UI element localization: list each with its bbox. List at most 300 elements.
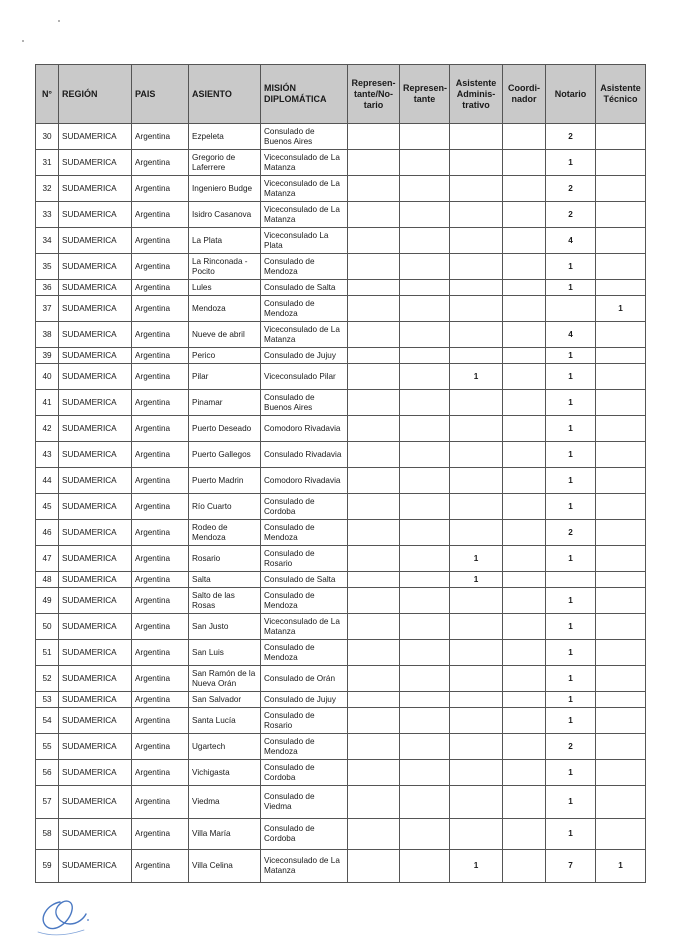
region-cell: SUDAMERICA bbox=[59, 348, 132, 364]
row-number-cell: 50 bbox=[36, 614, 59, 640]
coordinador-cell bbox=[503, 588, 546, 614]
row-number-cell: 41 bbox=[36, 390, 59, 416]
representante-notario-cell bbox=[348, 786, 400, 819]
row-number-cell: 42 bbox=[36, 416, 59, 442]
mission-cell: Consulado de Salta bbox=[261, 572, 348, 588]
row-number-cell: 36 bbox=[36, 280, 59, 296]
notario-cell: 1 bbox=[546, 390, 596, 416]
asistente-tecnico-cell bbox=[596, 416, 646, 442]
asiento-cell: Vichigasta bbox=[189, 760, 261, 786]
representante-notario-cell bbox=[348, 572, 400, 588]
table-row bbox=[36, 442, 646, 468]
table-row bbox=[36, 176, 646, 202]
country-cell: Argentina bbox=[132, 850, 189, 883]
representante-notario-cell bbox=[348, 280, 400, 296]
table-row bbox=[36, 322, 646, 348]
region-cell: SUDAMERICA bbox=[59, 666, 132, 692]
coordinador-cell bbox=[503, 494, 546, 520]
country-cell: Argentina bbox=[132, 666, 189, 692]
country-cell: Argentina bbox=[132, 150, 189, 176]
table-row bbox=[36, 588, 646, 614]
staff-table bbox=[35, 64, 646, 883]
region-cell: SUDAMERICA bbox=[59, 760, 132, 786]
coordinador-cell bbox=[503, 614, 546, 640]
coordinador-cell bbox=[503, 708, 546, 734]
asistente-tecnico-cell bbox=[596, 254, 646, 280]
col-header-region: REGIÓN bbox=[59, 65, 132, 124]
coordinador-cell bbox=[503, 734, 546, 760]
country-cell: Argentina bbox=[132, 494, 189, 520]
row-number-cell: 55 bbox=[36, 734, 59, 760]
asistente-administrativo-cell bbox=[450, 280, 503, 296]
notario-cell: 1 bbox=[546, 640, 596, 666]
representante-cell bbox=[400, 546, 450, 572]
country-cell: Argentina bbox=[132, 734, 189, 760]
country-cell: Argentina bbox=[132, 296, 189, 322]
country-cell: Argentina bbox=[132, 228, 189, 254]
asiento-cell: San Ramón de la Nueva Orán bbox=[189, 666, 261, 692]
table-row bbox=[36, 546, 646, 572]
row-number-cell: 37 bbox=[36, 296, 59, 322]
representante-notario-cell bbox=[348, 666, 400, 692]
asistente-administrativo-cell bbox=[450, 614, 503, 640]
notario-cell: 1 bbox=[546, 819, 596, 850]
representante-cell bbox=[400, 640, 450, 666]
country-cell: Argentina bbox=[132, 588, 189, 614]
mission-cell: Consulado de Jujuy bbox=[261, 348, 348, 364]
notario-cell: 1 bbox=[546, 760, 596, 786]
notario-cell: 1 bbox=[546, 254, 596, 280]
asistente-administrativo-cell bbox=[450, 296, 503, 322]
region-cell: SUDAMERICA bbox=[59, 468, 132, 494]
region-cell: SUDAMERICA bbox=[59, 572, 132, 588]
coordinador-cell bbox=[503, 364, 546, 390]
asistente-administrativo-cell bbox=[450, 520, 503, 546]
asiento-cell: Puerto Madrin bbox=[189, 468, 261, 494]
asistente-administrativo-cell bbox=[450, 202, 503, 228]
region-cell: SUDAMERICA bbox=[59, 176, 132, 202]
asistente-tecnico-cell bbox=[596, 176, 646, 202]
table-row bbox=[36, 280, 646, 296]
row-number-cell: 46 bbox=[36, 520, 59, 546]
representante-notario-cell bbox=[348, 390, 400, 416]
representante-notario-cell bbox=[348, 760, 400, 786]
country-cell: Argentina bbox=[132, 416, 189, 442]
country-cell: Argentina bbox=[132, 348, 189, 364]
coordinador-cell bbox=[503, 416, 546, 442]
region-cell: SUDAMERICA bbox=[59, 494, 132, 520]
representante-cell bbox=[400, 666, 450, 692]
coordinador-cell bbox=[503, 228, 546, 254]
country-cell: Argentina bbox=[132, 468, 189, 494]
asiento-cell: Villa María bbox=[189, 819, 261, 850]
asistente-tecnico-cell bbox=[596, 468, 646, 494]
asiento-cell: San Luis bbox=[189, 640, 261, 666]
country-cell: Argentina bbox=[132, 614, 189, 640]
asistente-administrativo-cell bbox=[450, 819, 503, 850]
notario-cell: 1 bbox=[546, 442, 596, 468]
country-cell: Argentina bbox=[132, 819, 189, 850]
table-row bbox=[36, 228, 646, 254]
row-number-cell: 35 bbox=[36, 254, 59, 280]
coordinador-cell bbox=[503, 322, 546, 348]
notario-cell: 1 bbox=[546, 692, 596, 708]
asiento-cell: Perico bbox=[189, 348, 261, 364]
row-number-cell: 40 bbox=[36, 364, 59, 390]
coordinador-cell bbox=[503, 760, 546, 786]
row-number-cell: 44 bbox=[36, 468, 59, 494]
header-row bbox=[36, 65, 646, 124]
asistente-administrativo-cell bbox=[450, 468, 503, 494]
notario-cell: 2 bbox=[546, 202, 596, 228]
asistente-tecnico-cell bbox=[596, 734, 646, 760]
asistente-administrativo-cell bbox=[450, 348, 503, 364]
row-number-cell: 52 bbox=[36, 666, 59, 692]
country-cell: Argentina bbox=[132, 760, 189, 786]
notario-cell: 1 bbox=[546, 494, 596, 520]
representante-notario-cell bbox=[348, 614, 400, 640]
asistente-tecnico-cell: 1 bbox=[596, 296, 646, 322]
asistente-tecnico-cell bbox=[596, 390, 646, 416]
notario-cell bbox=[546, 296, 596, 322]
asiento-cell: Puerto Deseado bbox=[189, 416, 261, 442]
representante-cell bbox=[400, 280, 450, 296]
table-row bbox=[36, 708, 646, 734]
representante-notario-cell bbox=[348, 819, 400, 850]
asiento-cell: Gregorio de Laferrere bbox=[189, 150, 261, 176]
asistente-tecnico-cell bbox=[596, 280, 646, 296]
country-cell: Argentina bbox=[132, 786, 189, 819]
notario-cell: 1 bbox=[546, 666, 596, 692]
notario-cell: 2 bbox=[546, 520, 596, 546]
asistente-administrativo-cell bbox=[450, 228, 503, 254]
asiento-cell: Ingeniero Budge bbox=[189, 176, 261, 202]
representante-notario-cell bbox=[348, 442, 400, 468]
coordinador-cell bbox=[503, 819, 546, 850]
asistente-administrativo-cell bbox=[450, 666, 503, 692]
asistente-administrativo-cell bbox=[450, 416, 503, 442]
scan-speck bbox=[22, 40, 24, 42]
mission-cell: Viceconsulado de La Matanza bbox=[261, 202, 348, 228]
table-row bbox=[36, 734, 646, 760]
region-cell: SUDAMERICA bbox=[59, 546, 132, 572]
col-header-mision: MISIÓN DIPLOMÁTICA bbox=[261, 65, 348, 124]
asistente-tecnico-cell bbox=[596, 442, 646, 468]
representante-cell bbox=[400, 296, 450, 322]
coordinador-cell bbox=[503, 786, 546, 819]
table-row bbox=[36, 202, 646, 228]
asistente-tecnico-cell bbox=[596, 348, 646, 364]
representante-notario-cell bbox=[348, 850, 400, 883]
asistente-administrativo-cell bbox=[450, 640, 503, 666]
asistente-administrativo-cell bbox=[450, 734, 503, 760]
region-cell: SUDAMERICA bbox=[59, 819, 132, 850]
representante-cell bbox=[400, 588, 450, 614]
notario-cell: 1 bbox=[546, 588, 596, 614]
mission-cell: Viceconsulado de La Matanza bbox=[261, 150, 348, 176]
row-number-cell: 54 bbox=[36, 708, 59, 734]
region-cell: SUDAMERICA bbox=[59, 614, 132, 640]
asistente-tecnico-cell bbox=[596, 322, 646, 348]
representante-cell bbox=[400, 364, 450, 390]
representante-cell bbox=[400, 760, 450, 786]
asiento-cell: Rosario bbox=[189, 546, 261, 572]
table-row bbox=[36, 760, 646, 786]
asiento-cell: San Salvador bbox=[189, 692, 261, 708]
notario-cell: 1 bbox=[546, 546, 596, 572]
representante-notario-cell bbox=[348, 708, 400, 734]
col-header-representante: Represen-tante bbox=[400, 65, 450, 124]
representante-cell bbox=[400, 692, 450, 708]
representante-notario-cell bbox=[348, 202, 400, 228]
asiento-cell: Pinamar bbox=[189, 390, 261, 416]
country-cell: Argentina bbox=[132, 280, 189, 296]
representante-cell bbox=[400, 322, 450, 348]
table-row bbox=[36, 614, 646, 640]
region-cell: SUDAMERICA bbox=[59, 280, 132, 296]
coordinador-cell bbox=[503, 850, 546, 883]
representante-notario-cell bbox=[348, 124, 400, 150]
coordinador-cell bbox=[503, 254, 546, 280]
representante-cell bbox=[400, 614, 450, 640]
row-number-cell: 57 bbox=[36, 786, 59, 819]
asiento-cell: San Justo bbox=[189, 614, 261, 640]
representante-notario-cell bbox=[348, 296, 400, 322]
asiento-cell: Pilar bbox=[189, 364, 261, 390]
asistente-tecnico-cell bbox=[596, 202, 646, 228]
notario-cell: 1 bbox=[546, 150, 596, 176]
country-cell: Argentina bbox=[132, 708, 189, 734]
notario-cell: 1 bbox=[546, 348, 596, 364]
col-header-pais: PAIS bbox=[132, 65, 189, 124]
country-cell: Argentina bbox=[132, 202, 189, 228]
representante-notario-cell bbox=[348, 150, 400, 176]
mission-cell: Consulado de Mendoza bbox=[261, 520, 348, 546]
asiento-cell: Puerto Gallegos bbox=[189, 442, 261, 468]
country-cell: Argentina bbox=[132, 176, 189, 202]
table-row bbox=[36, 520, 646, 546]
asistente-tecnico-cell bbox=[596, 124, 646, 150]
asistente-administrativo-cell bbox=[450, 176, 503, 202]
mission-cell: Viceconsulado de La Matanza bbox=[261, 850, 348, 883]
region-cell: SUDAMERICA bbox=[59, 322, 132, 348]
asistente-tecnico-cell bbox=[596, 640, 646, 666]
coordinador-cell bbox=[503, 468, 546, 494]
region-cell: SUDAMERICA bbox=[59, 708, 132, 734]
asistente-tecnico-cell bbox=[596, 494, 646, 520]
row-number-cell: 39 bbox=[36, 348, 59, 364]
asistente-administrativo-cell: 1 bbox=[450, 850, 503, 883]
asiento-cell: La Rinconada - Pocito bbox=[189, 254, 261, 280]
country-cell: Argentina bbox=[132, 520, 189, 546]
mission-cell: Viceconsulado de La Matanza bbox=[261, 176, 348, 202]
coordinador-cell bbox=[503, 666, 546, 692]
asistente-tecnico-cell bbox=[596, 819, 646, 850]
row-number-cell: 33 bbox=[36, 202, 59, 228]
asistente-administrativo-cell: 1 bbox=[450, 572, 503, 588]
table-row bbox=[36, 150, 646, 176]
mission-cell: Consulado de Buenos Aires bbox=[261, 124, 348, 150]
asistente-tecnico-cell bbox=[596, 572, 646, 588]
table-row bbox=[36, 390, 646, 416]
table-row bbox=[36, 494, 646, 520]
coordinador-cell bbox=[503, 296, 546, 322]
notario-cell: 1 bbox=[546, 786, 596, 819]
country-cell: Argentina bbox=[132, 442, 189, 468]
representante-cell bbox=[400, 819, 450, 850]
asiento-cell: Ugartech bbox=[189, 734, 261, 760]
asistente-administrativo-cell bbox=[450, 322, 503, 348]
notario-cell: 2 bbox=[546, 176, 596, 202]
asiento-cell: Río Cuarto bbox=[189, 494, 261, 520]
row-number-cell: 47 bbox=[36, 546, 59, 572]
notario-cell: 1 bbox=[546, 364, 596, 390]
row-number-cell: 45 bbox=[36, 494, 59, 520]
asistente-administrativo-cell bbox=[450, 390, 503, 416]
representante-notario-cell bbox=[348, 494, 400, 520]
representante-cell bbox=[400, 734, 450, 760]
notario-cell: 1 bbox=[546, 280, 596, 296]
region-cell: SUDAMERICA bbox=[59, 442, 132, 468]
region-cell: SUDAMERICA bbox=[59, 228, 132, 254]
representante-cell bbox=[400, 254, 450, 280]
table-row bbox=[36, 296, 646, 322]
col-header-asiento: ASIENTO bbox=[189, 65, 261, 124]
col-header-asistente-administrativo: Asistente Adminis-trativo bbox=[450, 65, 503, 124]
coordinador-cell bbox=[503, 442, 546, 468]
row-number-cell: 43 bbox=[36, 442, 59, 468]
mission-cell: Consulado de Mendoza bbox=[261, 734, 348, 760]
asistente-tecnico-cell bbox=[596, 228, 646, 254]
region-cell: SUDAMERICA bbox=[59, 850, 132, 883]
region-cell: SUDAMERICA bbox=[59, 588, 132, 614]
representante-notario-cell bbox=[348, 348, 400, 364]
row-number-cell: 56 bbox=[36, 760, 59, 786]
asistente-administrativo-cell bbox=[450, 708, 503, 734]
country-cell: Argentina bbox=[132, 572, 189, 588]
representante-notario-cell bbox=[348, 640, 400, 666]
mission-cell: Consulado de Viedma bbox=[261, 786, 348, 819]
signature bbox=[30, 884, 102, 940]
asistente-tecnico-cell bbox=[596, 588, 646, 614]
asiento-cell: Lules bbox=[189, 280, 261, 296]
asistente-administrativo-cell: 1 bbox=[450, 364, 503, 390]
col-header-asistente-tecnico: Asistente Técnico bbox=[596, 65, 646, 124]
representante-cell bbox=[400, 494, 450, 520]
asistente-tecnico-cell bbox=[596, 760, 646, 786]
mission-cell: Consulado de Mendoza bbox=[261, 296, 348, 322]
asistente-tecnico-cell bbox=[596, 666, 646, 692]
row-number-cell: 31 bbox=[36, 150, 59, 176]
asistente-tecnico-cell bbox=[596, 520, 646, 546]
asiento-cell: Rodeo de Mendoza bbox=[189, 520, 261, 546]
asiento-cell: Salta bbox=[189, 572, 261, 588]
notario-cell: 4 bbox=[546, 228, 596, 254]
asiento-cell: Santa Lucía bbox=[189, 708, 261, 734]
region-cell: SUDAMERICA bbox=[59, 150, 132, 176]
table-row bbox=[36, 786, 646, 819]
representante-notario-cell bbox=[348, 468, 400, 494]
representante-cell bbox=[400, 850, 450, 883]
mission-cell: Consulado de Rosario bbox=[261, 546, 348, 572]
representante-cell bbox=[400, 228, 450, 254]
table-row bbox=[36, 124, 646, 150]
row-number-cell: 38 bbox=[36, 322, 59, 348]
representante-cell bbox=[400, 442, 450, 468]
coordinador-cell bbox=[503, 640, 546, 666]
coordinador-cell bbox=[503, 546, 546, 572]
notario-cell: 7 bbox=[546, 850, 596, 883]
representante-notario-cell bbox=[348, 734, 400, 760]
region-cell: SUDAMERICA bbox=[59, 520, 132, 546]
coordinador-cell bbox=[503, 520, 546, 546]
row-number-cell: 30 bbox=[36, 124, 59, 150]
asiento-cell: Villa Celina bbox=[189, 850, 261, 883]
representante-cell bbox=[400, 348, 450, 364]
representante-notario-cell bbox=[348, 176, 400, 202]
region-cell: SUDAMERICA bbox=[59, 786, 132, 819]
representante-cell bbox=[400, 176, 450, 202]
row-number-cell: 53 bbox=[36, 692, 59, 708]
table-row bbox=[36, 348, 646, 364]
notario-cell bbox=[546, 572, 596, 588]
scan-speck bbox=[58, 20, 60, 22]
mission-cell: Consulado de Salta bbox=[261, 280, 348, 296]
asistente-administrativo-cell bbox=[450, 254, 503, 280]
representante-cell bbox=[400, 520, 450, 546]
country-cell: Argentina bbox=[132, 692, 189, 708]
asiento-cell: Nueve de abril bbox=[189, 322, 261, 348]
mission-cell: Consulado de Rosario bbox=[261, 708, 348, 734]
asistente-administrativo-cell: 1 bbox=[450, 546, 503, 572]
notario-cell: 1 bbox=[546, 416, 596, 442]
coordinador-cell bbox=[503, 150, 546, 176]
mission-cell: Viceconsulado Pilar bbox=[261, 364, 348, 390]
coordinador-cell bbox=[503, 692, 546, 708]
mission-cell: Consulado de Mendoza bbox=[261, 588, 348, 614]
asiento-cell: Mendoza bbox=[189, 296, 261, 322]
asistente-administrativo-cell bbox=[450, 150, 503, 176]
representante-notario-cell bbox=[348, 322, 400, 348]
row-number-cell: 51 bbox=[36, 640, 59, 666]
mission-cell: Consulado de Cordoba bbox=[261, 760, 348, 786]
asistente-administrativo-cell bbox=[450, 442, 503, 468]
table-row bbox=[36, 364, 646, 390]
representante-cell bbox=[400, 786, 450, 819]
asiento-cell: La Plata bbox=[189, 228, 261, 254]
row-number-cell: 32 bbox=[36, 176, 59, 202]
representante-cell bbox=[400, 202, 450, 228]
asistente-administrativo-cell bbox=[450, 588, 503, 614]
asistente-tecnico-cell bbox=[596, 692, 646, 708]
region-cell: SUDAMERICA bbox=[59, 296, 132, 322]
representante-cell bbox=[400, 416, 450, 442]
row-number-cell: 49 bbox=[36, 588, 59, 614]
representante-cell bbox=[400, 572, 450, 588]
representante-notario-cell bbox=[348, 546, 400, 572]
country-cell: Argentina bbox=[132, 390, 189, 416]
representante-notario-cell bbox=[348, 416, 400, 442]
asistente-administrativo-cell bbox=[450, 692, 503, 708]
mission-cell: Consulado de Mendoza bbox=[261, 254, 348, 280]
representante-cell bbox=[400, 708, 450, 734]
coordinador-cell bbox=[503, 572, 546, 588]
representante-notario-cell bbox=[348, 228, 400, 254]
asistente-administrativo-cell bbox=[450, 494, 503, 520]
representante-notario-cell bbox=[348, 364, 400, 390]
row-number-cell: 58 bbox=[36, 819, 59, 850]
notario-cell: 1 bbox=[546, 468, 596, 494]
